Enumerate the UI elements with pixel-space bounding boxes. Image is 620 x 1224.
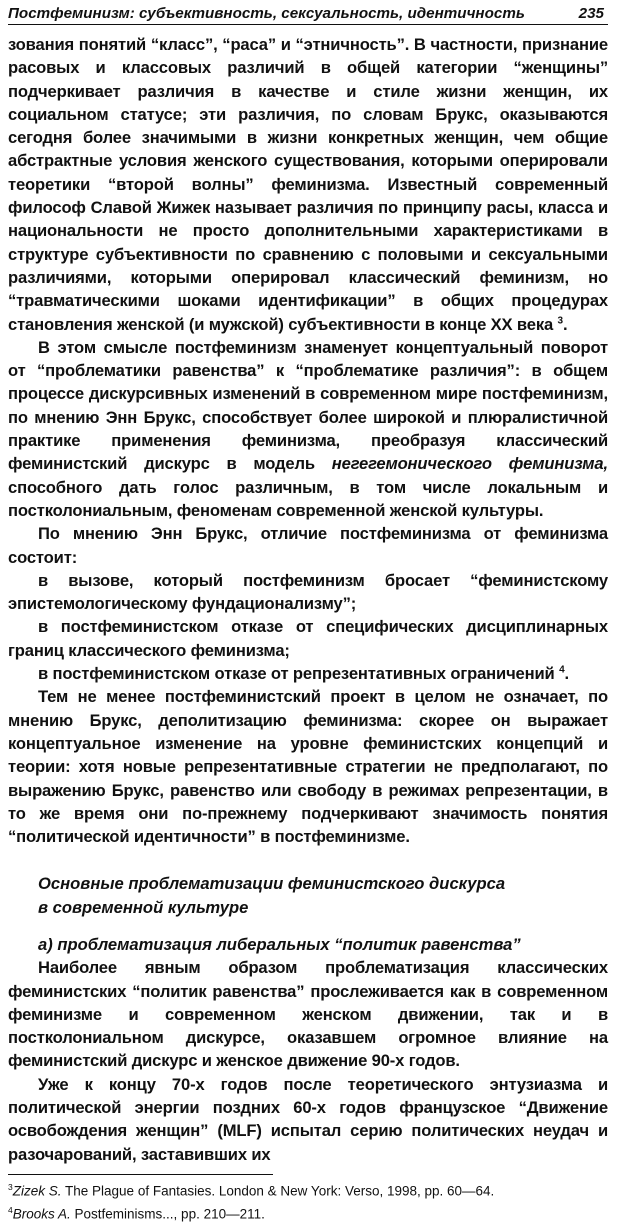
list-item-1: в вызове, который постфеминизм бросает “феминистскому эпистемологическому фундационализму”; (8, 570, 608, 614)
running-header (8, 0, 608, 25)
paragraph-3: По мнению Энн Брукс, отличие постфеминизма от феминизма состоит: (8, 524, 608, 567)
list-item-2: в постфеминистском отказе от специфических дисциплинарных границ классического феминизма; (8, 617, 608, 660)
footnote-ref-3: 3 (557, 315, 563, 327)
footnote-divider (8, 1174, 273, 1175)
main-text-2 (8, 956, 608, 1166)
italic-term: негегемонического феминизма, (331, 454, 608, 474)
subsection-title: а) проблематизация либеральных “политик равенства” (38, 934, 521, 954)
running-title: Постфеминизм: субъективность, сексуальность, идентичность (8, 5, 525, 22)
page-number: 235 (578, 5, 604, 22)
footnote-3: $^3$Zizek S. The Plague of Fantasies. London & New York: Verso, 1998, pp. 60—64. (8, 1181, 495, 1199)
paragraph-1: зования понятий “класс”, “раса” и “этничность”. В частности, признание расовых и классовых различий в общей категории “женщины” подчеркивает различия в качестве и стиле жизни женщин, их социальном статусе; эти различия, по словам Брукс, оказываются сегодня более значимыми в жизни конкретных женщин, чем общие абстрактные условия женского существования, которыми оперировали теоретики “второй волны” феминизма. Известный современный философ Славой Жижек называет различия по принципу расы, класса и национальности не просто дополнительными характеристиками в структуре субъективности по сравнению с половыми и сексуальными различиями, которыми оперировал классический феминизм, но “травматическими шоками идентификации” в общих процедурах становления женской (и мужской) субъективности в конце XX века $^3$. (8, 35, 608, 334)
main-text (8, 33, 608, 848)
footnote-4: $^4$Brooks A. Postfeminisms..., pp. 210—211. (8, 1204, 265, 1222)
paragraph-6: Уже к концу 70-х годов после теоретического энтузиазма и политической энергии поздних 60-х годов французское “Движение освобождения женщин” (MLF) испытал серию политических неудач и разочарований, заставивших их (8, 1074, 608, 1164)
paragraph-5: Наиболее явным образом проблематизация классических феминистских “политик равенства” прослеживается как в современном феминизме и современном женском движении, так и в постколониальном дискурсе, оказавшем огромное влияние на феминистский дискурс и женское движение 90-х годов. (8, 958, 608, 1071)
list-item-3: в постфеминистском отказе от репрезентативных ограничений $^4$. (38, 664, 569, 684)
footnotes (8, 1178, 608, 1224)
paragraph-2: В этом смысле постфеминизм знаменует концептуальный поворот от “проблематики равенства” к “проблематике различия”: в общем процессе дискурсивных изменений в современном мире постфеминизм, по мнению Энн Брукс, способствует более широкой и плюралистичной практике применения феминизма, преобразуя классический феминистский дискурс в модель негегемонического феминизма, способного дать голос различным, в том числе локальным и постколониальным, феноменам современной женской культуры. (8, 337, 608, 520)
footnote-ref-4: 4 (559, 664, 565, 676)
section-title: Основные проблематизации феминистского дискурса в современной культуре (38, 874, 506, 917)
paragraph-4: Тем не менее постфеминистский проект в целом не означает, по мнению Брукс, деполитизацию феминизма: скорее он выражает концептуальное изменение на уровне феминистских концепций и теории: хотя новые репрезентативные стратегии не предполагают, по выражению Брукс, равенство или свободу в режимах репрезентации, в то же время они по-прежнему подчеркивают значимость понятия “политической идентичности” в постфеминизме. (8, 687, 608, 847)
